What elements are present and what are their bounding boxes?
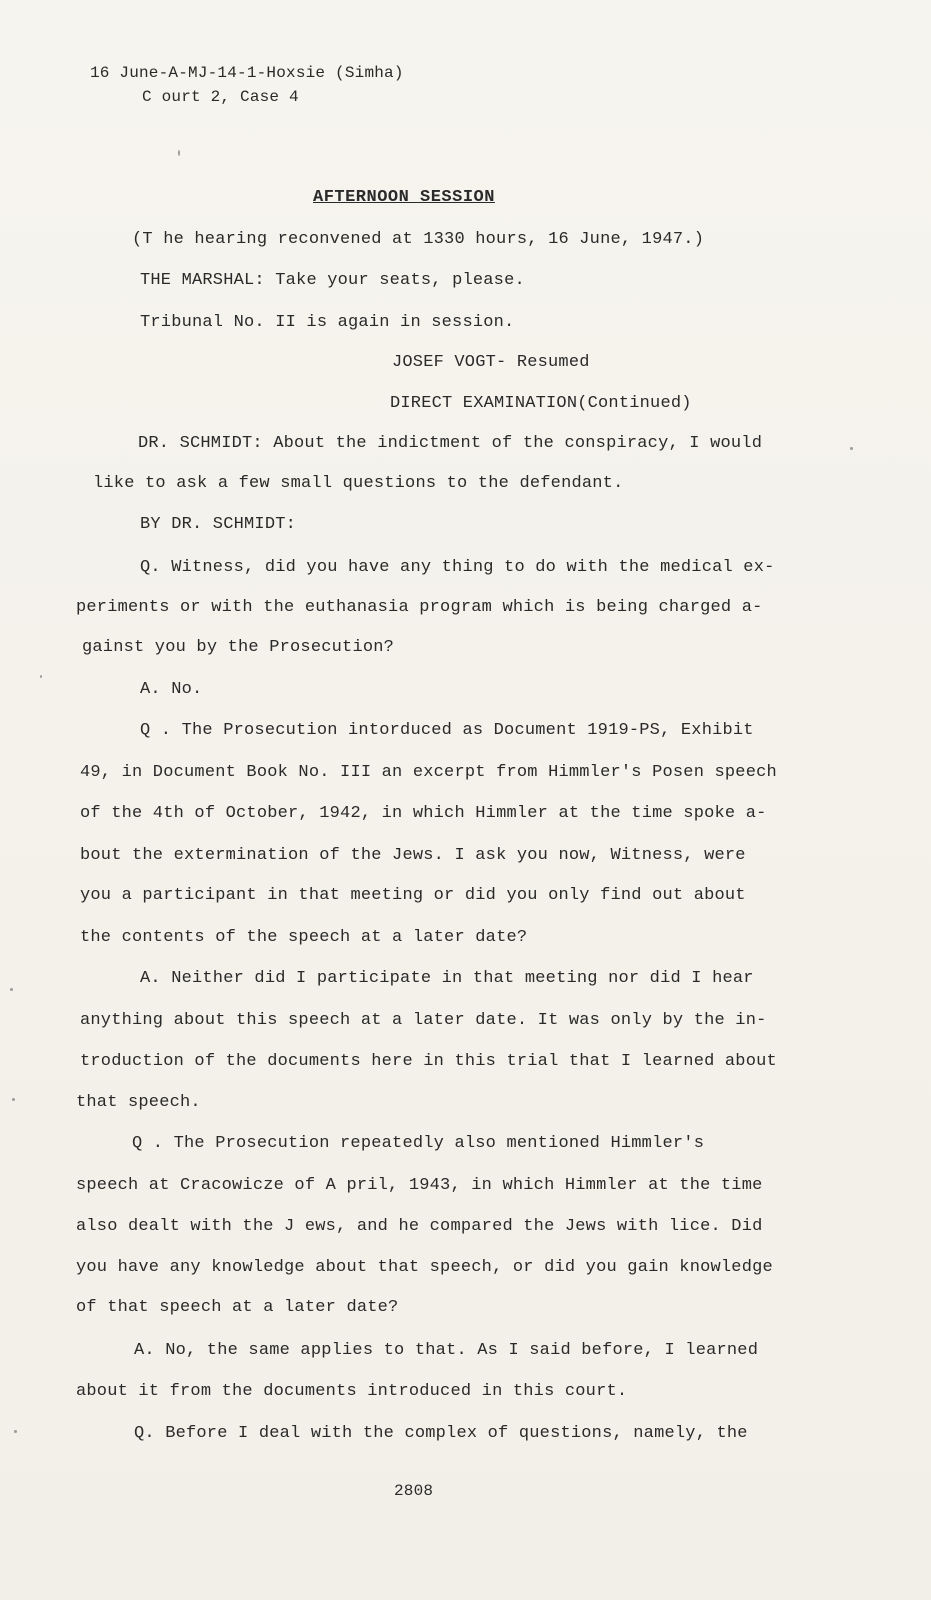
body-line: Q . The Prosecution repeatedly also mentioned Himmler's xyxy=(132,1134,705,1153)
body-line: 49, in Document Book No. III an excerpt from Himmler's Posen speech xyxy=(80,763,777,782)
body-line: A. No, the same applies to that. As I said before, I learned xyxy=(134,1341,759,1360)
body-line: of the 4th of October, 1942, in which Himmler at the time spoke a- xyxy=(80,804,767,823)
scan-speck xyxy=(14,1430,17,1433)
body-line: Q . The Prosecution intorduced as Document 1919-PS, Exhibit xyxy=(140,721,754,740)
body-line: gainst you by the Prosecution? xyxy=(82,638,395,657)
scan-speck xyxy=(178,150,180,156)
header-court-case: C ourt 2, Case 4 xyxy=(142,88,299,106)
body-line: you have any knowledge about that speech, or did you gain knowledge xyxy=(76,1258,773,1277)
scan-speck xyxy=(40,675,42,678)
body-line: A. Neither did I participate in that meeting nor did I hear xyxy=(140,969,754,988)
body-line: that speech. xyxy=(76,1093,201,1112)
reconvened-line: (T he hearing reconvened at 1330 hours, 16 June, 1947.) xyxy=(132,230,705,249)
body-line: speech at Cracowicze of A pril, 1943, in which Himmler at the time xyxy=(76,1176,763,1195)
body-line: the contents of the speech at a later date? xyxy=(80,928,528,947)
page-number: 2808 xyxy=(394,1482,434,1500)
body-line: bout the extermination of the Jews. I ask you now, Witness, were xyxy=(80,846,746,865)
session-title: AFTERNOON SESSION xyxy=(313,188,495,207)
scan-speck xyxy=(850,447,853,450)
body-line: A. No. xyxy=(140,680,203,699)
body-line: Q. Witness, did you have any thing to do with the medical ex- xyxy=(140,558,775,577)
body-line: Q. Before I deal with the complex of questions, namely, the xyxy=(134,1424,748,1443)
body-line: troduction of the documents here in this trial that I learned about xyxy=(80,1052,777,1071)
body-line: DR. SCHMIDT: About the indictment of the conspiracy, I would xyxy=(138,434,763,453)
body-line: like to ask a few small questions to the defendant. xyxy=(93,474,624,493)
header-docket: 16 June-A-MJ-14-1-Hoxsie (Simha) xyxy=(90,64,404,82)
body-line: periments or with the euthanasia program which is being charged a- xyxy=(76,598,763,617)
scan-speck xyxy=(10,988,13,991)
scan-speck xyxy=(12,1098,15,1101)
marshal-text: Take your seats, please. xyxy=(275,271,525,290)
exam-line: DIRECT EXAMINATION(Continued) xyxy=(390,394,692,413)
body-line: also dealt with the J ews, and he compared the Jews with lice. Did xyxy=(76,1217,763,1236)
tribunal-line: Tribunal No. II is again in session. xyxy=(140,313,515,332)
witness-line: JOSEF VOGT- Resumed xyxy=(392,353,590,372)
marshal-speaker: THE MARSHAL: xyxy=(140,271,265,290)
body-line: BY DR. SCHMIDT: xyxy=(140,515,297,534)
body-line: anything about this speech at a later date. It was only by the in- xyxy=(80,1011,767,1030)
body-line: you a participant in that meeting or did you only find out about xyxy=(80,886,746,905)
body-line: about it from the documents introduced in this court. xyxy=(76,1382,628,1401)
body-line: of that speech at a later date? xyxy=(76,1298,399,1317)
marshal-line xyxy=(140,271,525,290)
